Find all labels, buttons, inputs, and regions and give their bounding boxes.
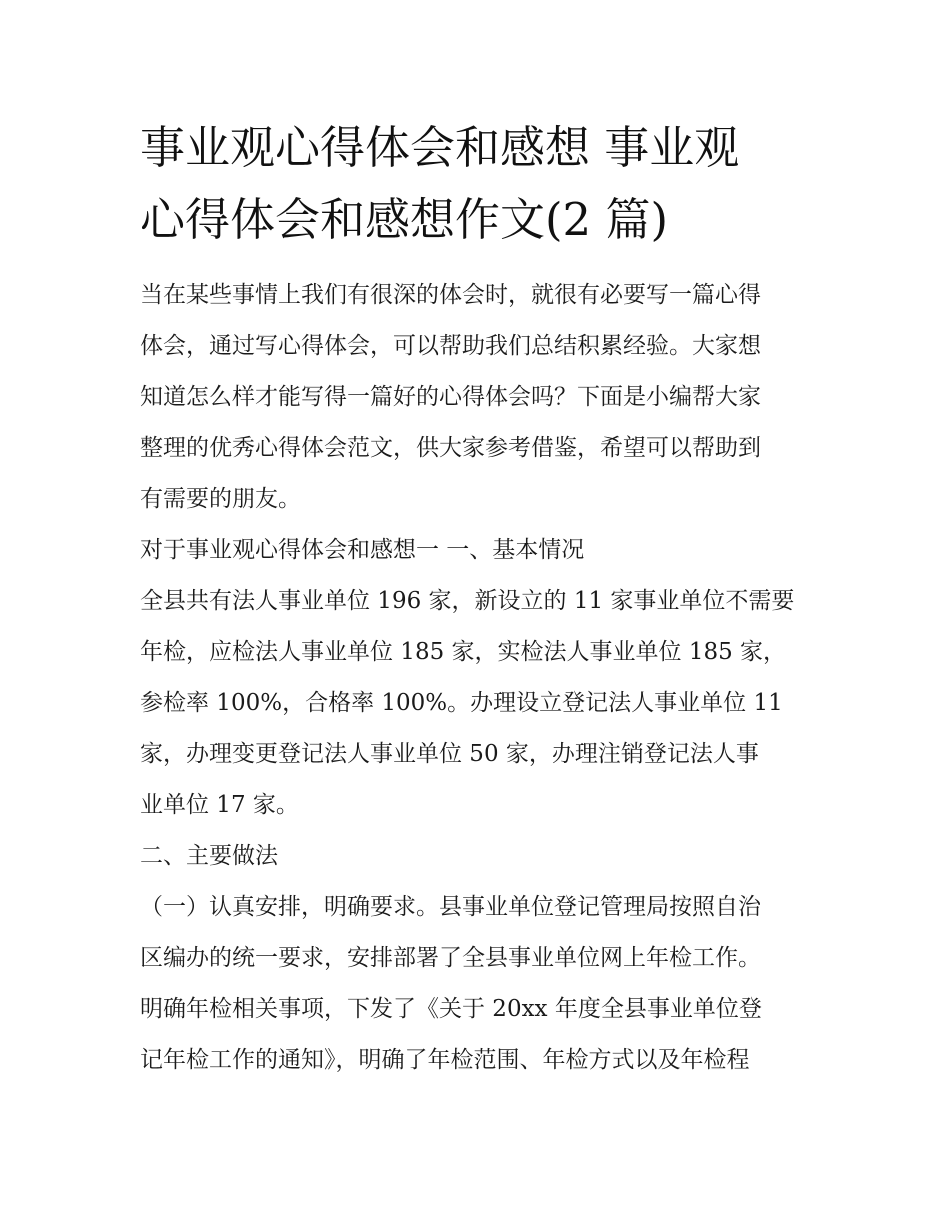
- document-body: [140, 112, 815, 1086]
- section-2-line: 区编办的统一要求，安排部署了全县事业单位网上年检工作。: [140, 945, 761, 971]
- section-2-heading: 二、主要做法: [140, 843, 278, 869]
- section-1-line: 全县共有法人事业单位 196 家，新设立的 11 家事业单位不需要: [140, 588, 795, 614]
- section-1-line: 参检率 100%，合格率 100%。办理设立登记法人事业单位 11: [140, 690, 783, 716]
- title-line-2: 心得体会和感想作文(2 篇): [140, 193, 669, 246]
- intro-paragraph: [140, 270, 815, 525]
- intro-line: 当在某些事情上我们有很深的体会时，就很有必要写一篇心得: [140, 282, 761, 308]
- section-2-line: （一）认真安排，明确要求。县事业单位登记管理局按照自治: [140, 894, 761, 920]
- intro-line: 体会，通过写心得体会，可以帮助我们总结积累经验。大家想: [140, 333, 761, 359]
- section-1-line: 业单位 17 家。: [140, 792, 299, 818]
- intro-line: 有需要的朋友。: [140, 486, 301, 512]
- title-line-1: 事业观心得体会和感想 事业观: [140, 121, 740, 174]
- section-1-line: 家，办理变更登记法人事业单位 50 家，办理注销登记法人事: [140, 741, 759, 767]
- section-1-line: 年检，应检法人事业单位 185 家，实检法人事业单位 185 家，: [140, 639, 787, 665]
- section-1-paragraph: [140, 576, 815, 831]
- section-2-line: 明确年检相关事项，下发了《关于 20xx 年度全县事业单位登: [140, 996, 762, 1022]
- section-1-heading: 对于事业观心得体会和感想一 一、基本情况: [140, 537, 585, 563]
- intro-line: 整理的优秀心得体会范文，供大家参考借鉴，希望可以帮助到: [140, 435, 761, 461]
- intro-line: 知道怎么样才能写得一篇好的心得体会吗？下面是小编帮大家: [140, 384, 761, 410]
- section-2-line: 记年检工作的通知》，明确了年检范围、年检方式以及年检程: [140, 1047, 750, 1073]
- section-2-paragraph: [140, 882, 815, 1086]
- document-title: [140, 112, 815, 256]
